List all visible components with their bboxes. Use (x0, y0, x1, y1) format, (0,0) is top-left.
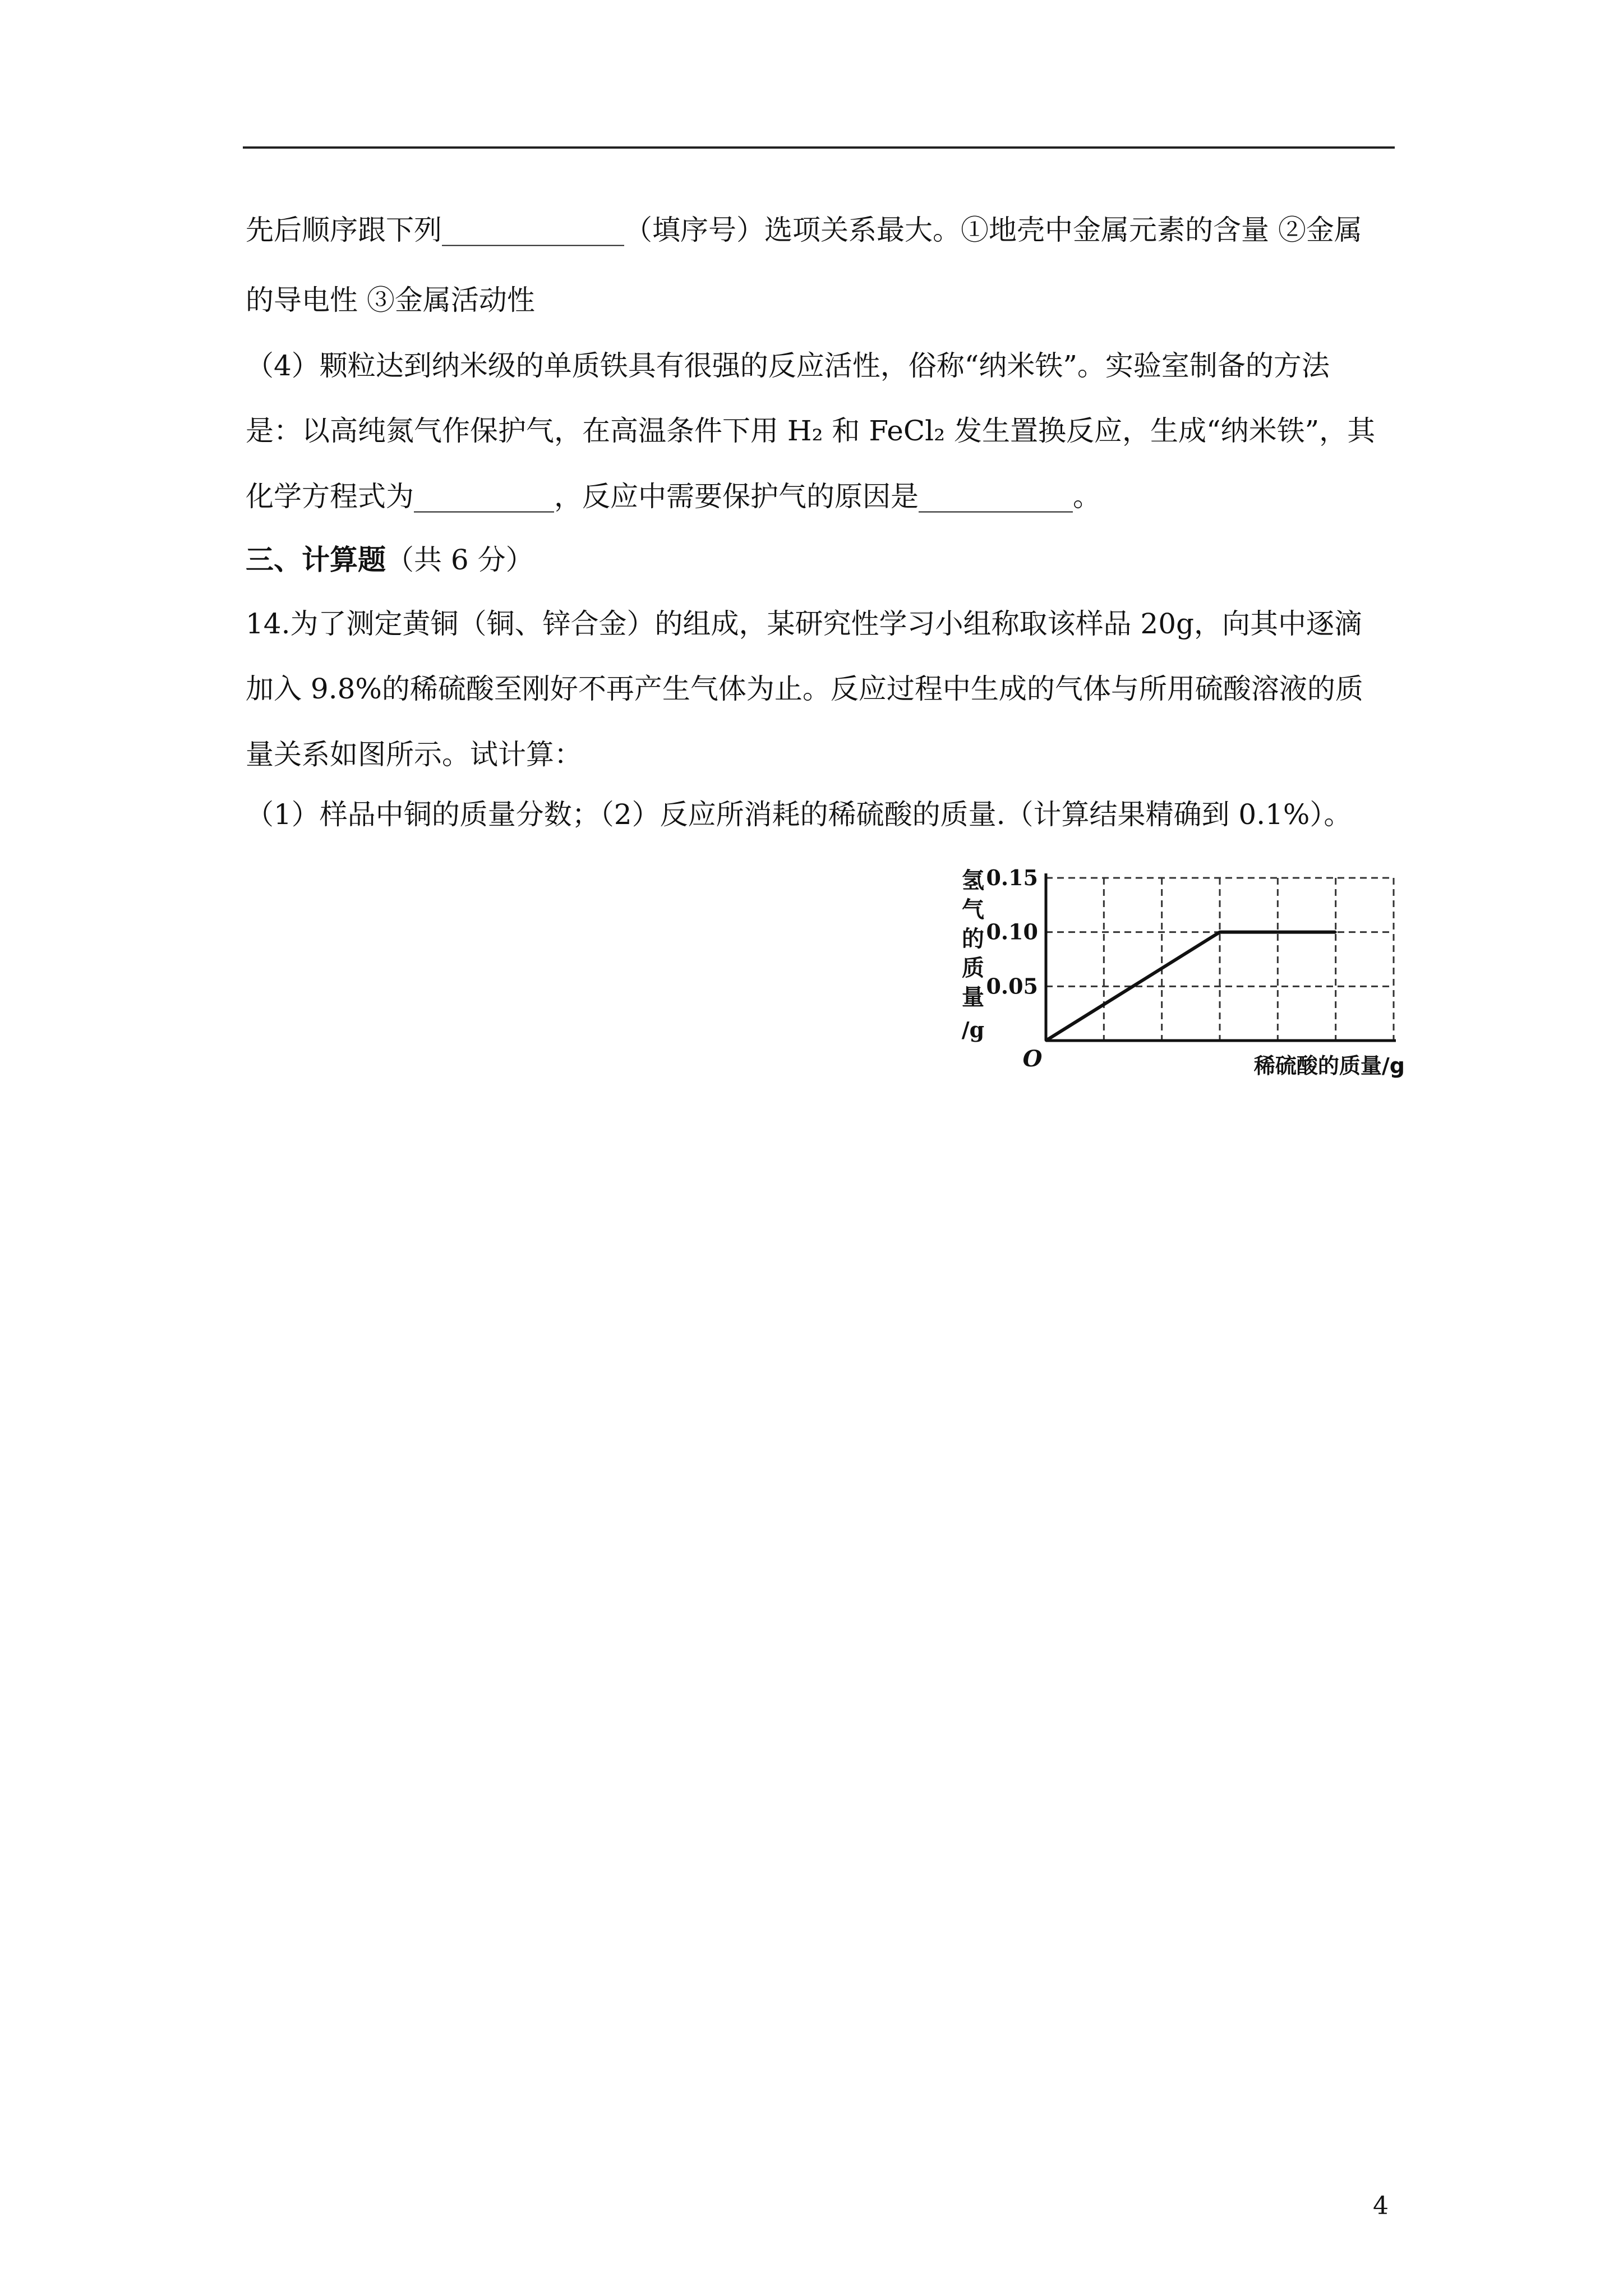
text-line-4: 是：以高纯氮气作保护气，在高温条件下用 H₂ 和 FeCl₂ 发生置换反应，生成“纳米铁”，其 (246, 415, 1376, 447)
page-number: 4 (1373, 2192, 1389, 2220)
y-axis-label-char: 量 (962, 984, 984, 1010)
question-14-line-4: （1）样品中铜的质量分数；（2）反应所消耗的稀硫酸的质量.（计算结果精确到 0.1%）。 (246, 798, 1352, 831)
y-axis-label-unit: /g (961, 1017, 985, 1042)
text-line-3: （4）颗粒达到纳米级的单质铁具有很强的反应活性，俗称“纳米铁”。实验室制备的方法 (246, 349, 1330, 382)
section-points: （共 6 分） (386, 544, 534, 576)
series-line (1046, 932, 1336, 1041)
text-line-2: 的导电性 ③金属活动性 (246, 284, 535, 316)
y-axis-label-char: 的 (962, 926, 984, 952)
data-point (1045, 1039, 1047, 1042)
section-title: 三、计算题 (246, 543, 386, 576)
question-14-line-1: 14.为了测定黄铜（铜、锌合金）的组成，某研究性学习小组称取该样品 20g，向其中逐滴 (246, 608, 1363, 640)
data-point (1335, 931, 1337, 933)
origin-label: O (1022, 1046, 1043, 1072)
y-axis-label-char: 氢 (962, 868, 984, 894)
header-rule (243, 146, 1395, 149)
hydrogen-mass-chart (948, 861, 1408, 1175)
chart-svg (948, 861, 1408, 1175)
y-tick-label: 0.05 (986, 973, 1038, 999)
data-point (1219, 931, 1221, 933)
y-axis-label-char: 气 (962, 897, 984, 923)
x-axis-label: 稀硫酸的质量/g (1253, 1053, 1405, 1078)
y-tick-label: 0.10 (986, 919, 1038, 945)
question-14-line-3: 量关系如图所示。试计算： (246, 738, 582, 771)
y-tick-label: 0.15 (986, 865, 1038, 890)
question-14-line-2: 加入 9.8%的稀硫酸至刚好不再产生气体为止。反应过程中生成的气体与所用硫酸溶液的质 (246, 673, 1363, 705)
section-heading (246, 543, 534, 577)
text-line-1: 先后顺序跟下列_____________（填序号）选项关系最大。①地壳中金属元素的含量 ②金属 (246, 214, 1362, 246)
text-line-5: 化学方程式为__________，反应中需要保护气的原因是___________。 (246, 480, 1101, 513)
y-axis-label-char: 质 (962, 955, 984, 981)
